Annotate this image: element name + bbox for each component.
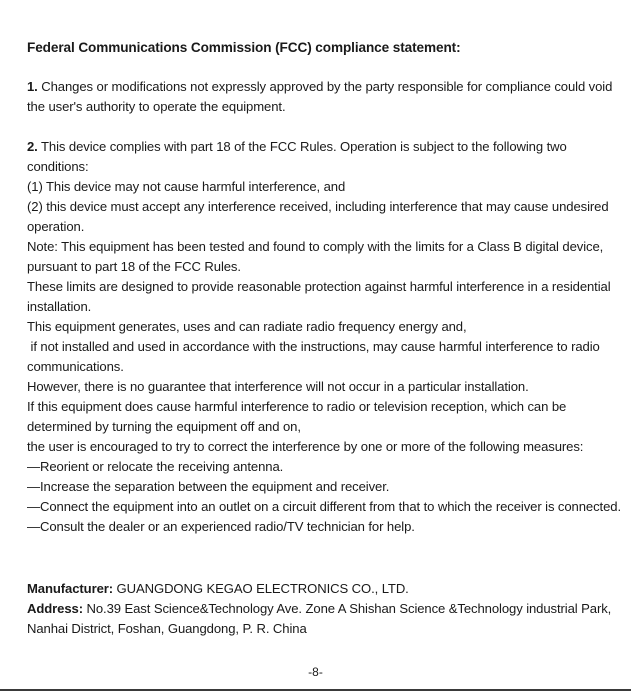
manufacturer-info [27, 579, 627, 639]
section-2-line: These limits are designed to provide reasonable protection against harmful interference in a residential installation. [27, 279, 615, 314]
section-2-line: If this equipment does cause harmful interference to radio or television reception, which can be determined by turning the equipment off and on, [27, 399, 570, 434]
section-2-line: (2) this device must accept any interference received, including interference that may cause undesired operation. [27, 199, 613, 234]
section-2-line: the user is encouraged to try to correct the interference by one or more of the following measures: [27, 439, 584, 454]
section-2-line: if not installed and used in accordance with the instructions, may cause harmful interference to radio communications. [27, 339, 604, 374]
section-2 [27, 137, 627, 537]
measure-item: —Increase the separation between the equipment and receiver. [27, 479, 390, 494]
section-1-text: Changes or modifications not expressly approved by the party responsible for compliance could void the user's authority to operate the equipment. [27, 79, 616, 114]
manufacturer-value: GUANGDONG KEGAO ELECTRONICS CO., LTD. [113, 581, 409, 596]
address-label: Address: [27, 601, 83, 616]
fcc-statement [27, 38, 627, 537]
section-2-line: (1) This device may not cause harmful interference, and [27, 179, 346, 194]
statement-title: Federal Communications Commission (FCC) compliance statement: [27, 40, 461, 55]
measure-item: —Consult the dealer or an experienced radio/TV technician for help. [27, 519, 415, 534]
section-2-line: 2. This device complies with part 18 of the FCC Rules. Operation is subject to the following two conditions: [27, 139, 571, 174]
measure-item: —Reorient or relocate the receiving antenna. [27, 459, 284, 474]
address-line [27, 599, 627, 639]
section-1 [27, 77, 627, 117]
measure-item: —Connect the equipment into an outlet on a circuit different from that to which the receiver is connected. [27, 499, 621, 514]
section-2-line: However, there is no guarantee that interference will not occur in a particular installation. [27, 379, 529, 394]
bottom-divider [0, 689, 631, 691]
section-gap [27, 117, 627, 137]
manufacturer-label: Manufacturer: [27, 581, 114, 596]
page-number: -8- [308, 665, 323, 679]
manufacturer-line [27, 579, 627, 599]
section-2-line: Note: This equipment has been tested and found to comply with the limits for a Class B digital device, pursuant to part 18 of the FCC Rules. [27, 239, 607, 274]
section-2-number: 2. [27, 139, 38, 154]
address-value: No.39 East Science&Technology Ave. Zone A Shishan Science &Technology industrial Park, Nanhai District, Foshan, Guangdong, P. R. China [27, 601, 615, 636]
section-1-number: 1. [27, 79, 38, 94]
section-2-line: This equipment generates, uses and can radiate radio frequency energy and, [27, 319, 467, 334]
